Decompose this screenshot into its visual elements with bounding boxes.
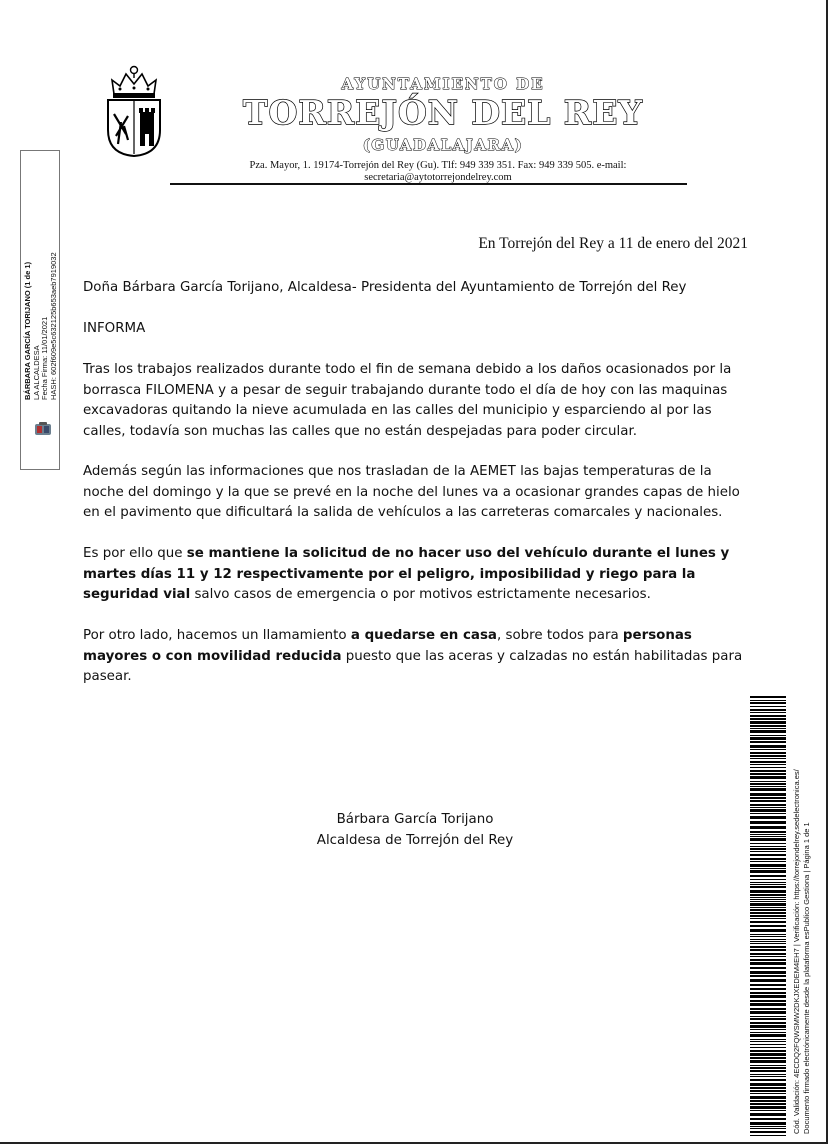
p3-text-a: Es por ello que [83,546,187,561]
signer-name: Bárbara García Torijano [336,812,494,827]
header-address [200,160,676,184]
header-divider [170,183,687,185]
signer-title: Alcaldesa de Torrejón del Rey [316,832,514,848]
header-address-line2: secretaria@aytotorrejondelrey.com [364,172,512,183]
document-date: En Torrejón del Rey a 11 de enero del 2021 [478,235,748,252]
p4-text-bold-1: a quedarse en casa [350,628,497,643]
p4-text-bold-2: personas mayores o con movilidad reducida [83,628,692,664]
barcode-icon [750,696,786,1136]
signature-block [280,810,550,851]
municipal-crest-icon [104,64,164,158]
signature-stamp-date: Fecha Firma: 11/01/2021 [40,316,49,400]
signature-stamp-name: BÁRBARA GARCÍA TORIJANO (1 de 1) [23,261,32,400]
paragraph-snow-work: Tras los trabajos realizados durante todo el fin de semana debido a los daños ocasionados por la borrasca FILOMENA y a pesar de seguir trabajando durante todo el día de hoy con las maquinas excavadoras quitando la nieve acumulada en las calles del municipio y esparciendo al por las calles, todavía son muchas las calles que no están despejadas para poder circular. [83,362,732,439]
signature-stamp-role: LA ALCALDESA [31,345,41,400]
p4-text-a: Por otro lado, hacemos un llamamiento [83,628,351,643]
p3-text-bold: se mantiene la solicitud de no hacer uso del vehículo durante el lunes y martes días 11 y 12 respectivamente por el peligro, imposibilidad y riego para la seguridad vial [83,546,730,602]
p4-text-e: puesto que las aceras y calzadas no están habilitadas para pasear. [83,648,743,684]
header-title-line2: TORREJÓN DEL REY [243,93,643,132]
paragraph-ice-forecast: Además según las informaciones que nos trasladan de la AEMET las bajas temperaturas de la noche del domingo y la que se prevé en la noche del lunes va a ocasionar grandes capas de hielo en el pavimento que dificultará la salida de vehículos a las carreteras comarcales y nacionales. [83,464,740,520]
signature-stamp-hash: HASH: 602f609e5c632125b653aeb7919032 [48,252,58,400]
p3-text-c: salvo casos de emergencia o por motivos estrictamente necesarios. [190,587,651,602]
validation-line2: Documento firmado electrónicamente desde la plataforma esPublico Gestiona | Página 1 de 1 [802,822,811,1134]
validation-line1: Cód. Validación: 4ECDQ2FQWSMW2DKJXEDEM4EH7 | Verificación: https://torrejondelrey.sedelectronica.es/ [792,769,801,1134]
p4-text-c: , sobre todos para [496,628,623,643]
seal-icon [33,421,53,437]
document-informa-heading: INFORMA [83,321,146,336]
paragraph-stay-home [83,626,753,688]
document-intro: Doña Bárbara García Torijano, Alcaldesa- Presidenta del Ayuntamiento de Torrejón del Rey [83,280,687,295]
paragraph-vehicle-request [83,544,753,606]
signature-stamp-text [24,160,58,400]
validation-text [792,719,816,1134]
header-title-line3: (GUADALAJARA) [362,136,524,154]
header-address-line1: Pza. Mayor, 1. 19174-Torrejón del Rey (Gu). Tlf: 949 339 351. Fax: 949 339 505. e-mail: [249,160,627,171]
header-title-line1: AYUNTAMIENTO DE [341,75,545,93]
